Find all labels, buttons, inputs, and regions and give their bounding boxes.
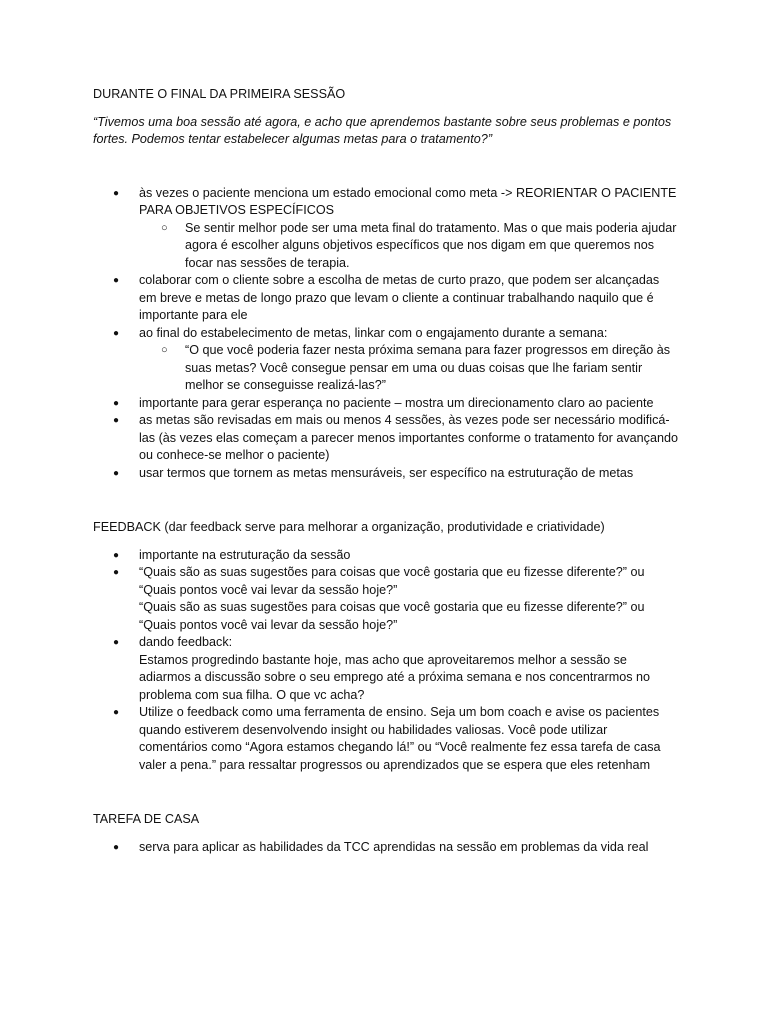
- list-item-text: “Quais são as suas sugestões para coisas que você gostaria que eu fizesse diferente?” ou “Quais pontos você vai levar da sessão hoje?”: [139, 565, 645, 597]
- sub-list-item: ○ “O que você poderia fazer nesta próxima semana para fazer progressos em direção às suas metas? Você consegue pensar em uma ou duas coisas que lhe fariam sentir melhor se conseguisse realizá-las?”: [139, 342, 678, 395]
- list-item: [93, 325, 678, 395]
- list-item: ● usar termos que tornem as metas mensuráveis, ser específico na estruturação de metas: [93, 465, 678, 483]
- list-item: ● as metas são revisadas em mais ou menos 4 sessões, às vezes pode ser necessário modificá-las (às vezes elas começam a parecer menos importantes conforme o tratamento for avançando ou conhece-se melhor o paciente): [93, 412, 678, 465]
- sub-list-item: ○ Se sentir melhor pode ser uma meta final do tratamento. Mas o que mais poderia ajudar agora é escolher alguns objetivos específicos que nos digam em que queremos nos focar nas sessões de terapia.: [139, 220, 678, 273]
- sub-list: [139, 220, 678, 273]
- list-item: [93, 185, 678, 273]
- bullet-list: [93, 547, 678, 775]
- bullet-list: [93, 839, 678, 857]
- sub-list: [139, 342, 678, 395]
- section-heading: FEEDBACK (dar feedback serve para melhorar a organização, produtividade e criatividade): [93, 520, 605, 534]
- list-item: ● importante na estruturação da sessão: [93, 547, 678, 565]
- list-item: ● serva para aplicar as habilidades da TCC aprendidas na sessão em problemas da vida real: [93, 839, 678, 857]
- list-item: ● importante para gerar esperança no paciente – mostra um direcionamento claro ao paciente: [93, 395, 678, 413]
- section-heading: TAREFA DE CASA: [93, 812, 200, 826]
- list-item-text: dando feedback:: [139, 635, 233, 649]
- list-item: [93, 564, 678, 634]
- list-item-continuation: “Quais são as suas sugestões para coisas que você gostaria que eu fizesse diferente?” ou “Quais pontos você vai levar da sessão hoje?”: [139, 600, 645, 632]
- list-item-continuation: Estamos progredindo bastante hoje, mas acho que aproveitaremos melhor a sessão se adiarmos a discussão sobre o seu emprego até a próxima semana e nos concentrarmos no problema com sua filha. O que vc acha?: [139, 652, 651, 702]
- list-item: ● colaborar com o cliente sobre a escolha de metas de curto prazo, que podem ser alcançadas em breve e metas de longo prazo que levam o cliente a continuar trabalhando naquilo que é importante para ele: [93, 272, 678, 325]
- bullet-list: [93, 185, 678, 483]
- list-item: [93, 634, 678, 704]
- list-item-text: ao final do estabelecimento de metas, linkar com o engajamento durante a semana:: [139, 325, 608, 340]
- quote-paragraph: “Tivemos uma boa sessão até agora, e acho que aprendemos bastante sobre seus problemas e pontos fortes. Podemos tentar estabelecer algumas metas para o tratamento?”: [93, 114, 672, 146]
- list-item-text: às vezes o paciente menciona um estado emocional como meta -> REORIENTAR O PACIENTE PARA OBJETIVOS ESPECÍFICOS: [139, 185, 677, 217]
- section-heading: DURANTE O FINAL DA PRIMEIRA SESSÃO: [93, 87, 346, 101]
- list-item: ● Utilize o feedback como uma ferramenta de ensino. Seja um bom coach e avise os pacientes quando estiverem desenvolvendo insight ou habilidades valiosas. Você pode utilizar comentários como “Agora estamos chegando lá!” ou “Você realmente fez essa tarefa de casa valer a pena.” para ressaltar progressos ou aprendizados que se espera que eles retenham: [93, 704, 678, 774]
